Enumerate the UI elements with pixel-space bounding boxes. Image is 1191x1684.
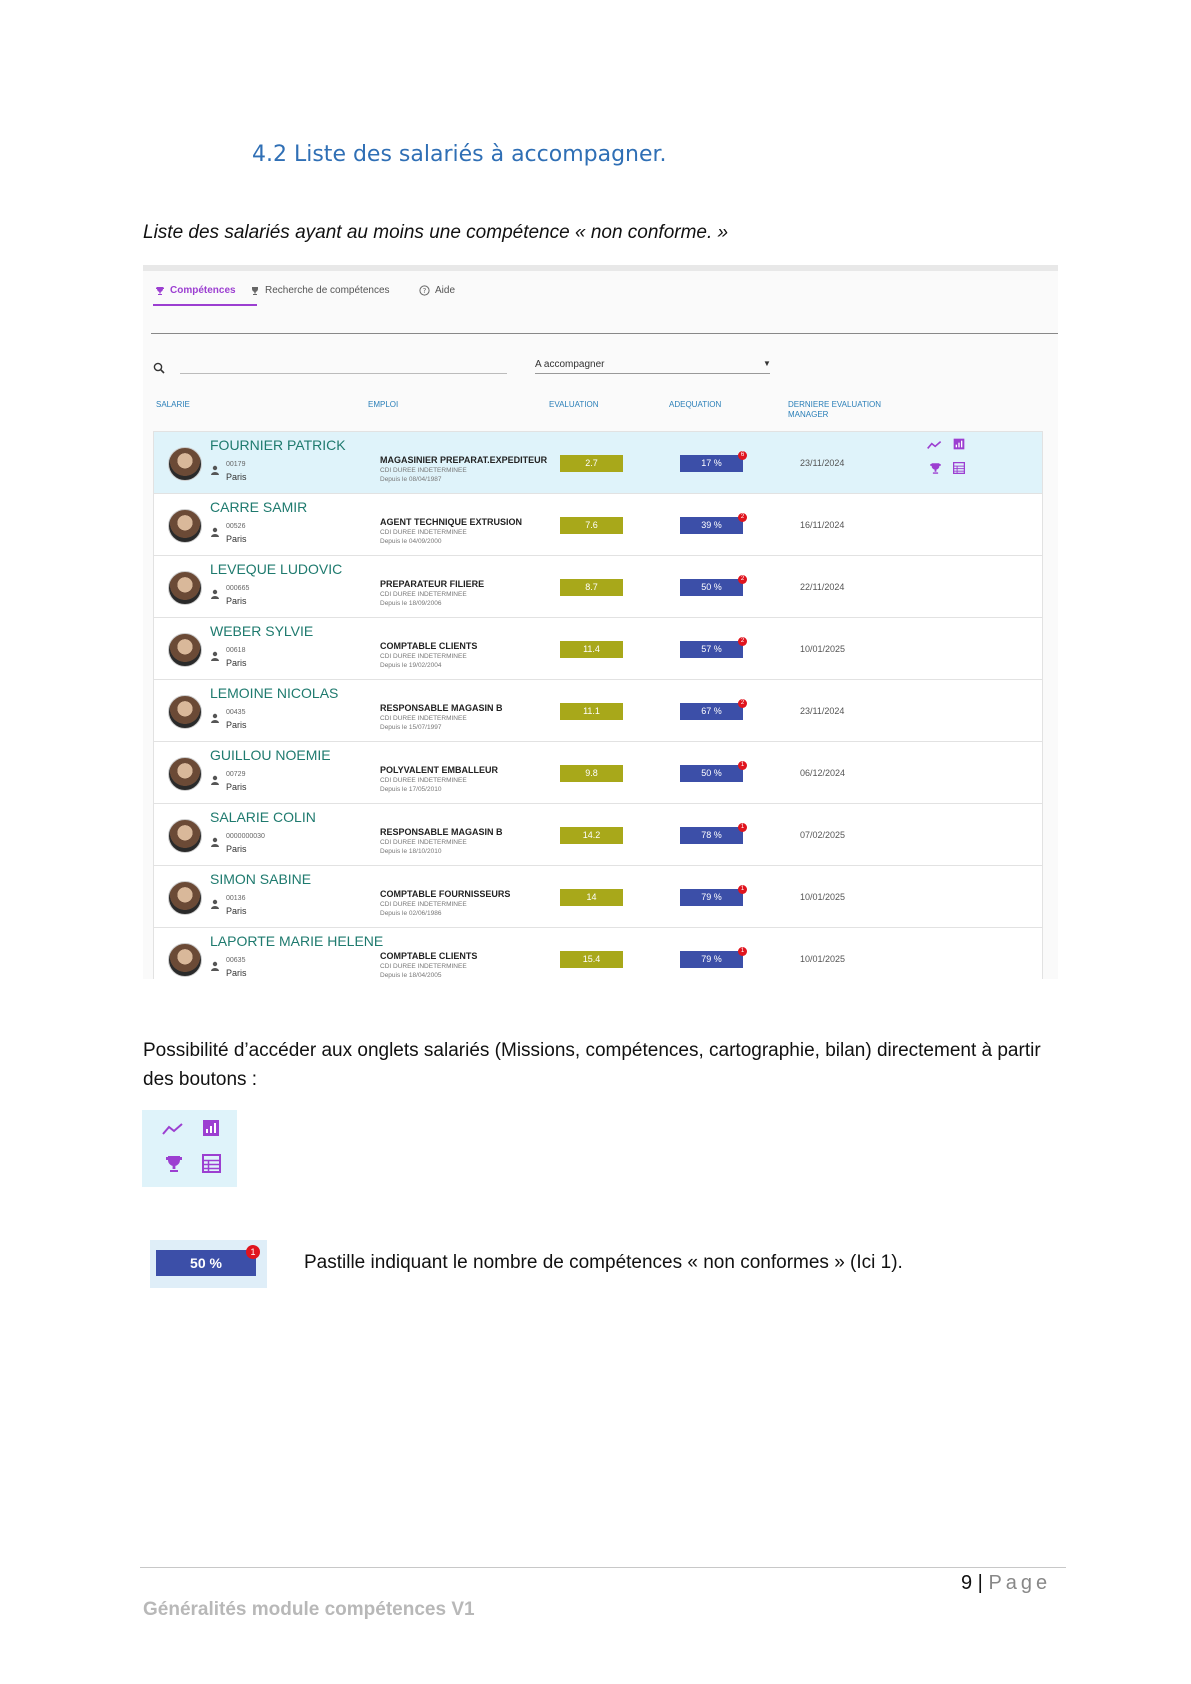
person-icon bbox=[210, 651, 220, 661]
person-icon bbox=[210, 713, 220, 723]
tab-label: Compétences bbox=[170, 285, 236, 296]
avatar bbox=[168, 633, 202, 667]
employee-name[interactable]: CARRE SAMIR bbox=[210, 499, 308, 515]
non-conforme-badge: 6 bbox=[738, 451, 747, 460]
trophy-icon[interactable] bbox=[164, 1154, 184, 1174]
table-icon[interactable] bbox=[953, 462, 965, 474]
last-evaluation-date: 10/01/2025 bbox=[800, 892, 846, 902]
column-header-line: DERNIERE EVALUATION bbox=[788, 400, 882, 409]
employee-city: Paris bbox=[226, 658, 247, 668]
table-row[interactable] bbox=[153, 494, 1043, 556]
trend-line-icon[interactable] bbox=[162, 1122, 184, 1136]
tab-label: Aide bbox=[435, 285, 456, 296]
non-conforme-badge: 1 bbox=[738, 823, 747, 832]
avatar bbox=[168, 509, 202, 543]
table-row[interactable] bbox=[153, 866, 1043, 928]
search-icon[interactable] bbox=[153, 362, 165, 374]
employee-city: Paris bbox=[226, 906, 247, 916]
non-conforme-badge: 1 bbox=[738, 885, 747, 894]
evaluation-score: 14 bbox=[560, 889, 623, 906]
non-conforme-badge: 2 bbox=[738, 513, 747, 522]
active-tab-indicator bbox=[153, 304, 257, 306]
employee-city: Paris bbox=[226, 720, 247, 730]
bar-chart-icon[interactable] bbox=[202, 1119, 220, 1137]
employee-matricule: 00729 bbox=[226, 771, 246, 778]
last-evaluation-date: 10/01/2025 bbox=[800, 954, 846, 964]
evaluation-score: 2.7 bbox=[560, 455, 623, 472]
employee-contract: CDI DUREE INDETERMINEE bbox=[380, 839, 467, 846]
employee-city: Paris bbox=[226, 472, 247, 482]
employee-contract: CDI DUREE INDETERMINEE bbox=[380, 653, 467, 660]
avatar bbox=[168, 571, 202, 605]
last-evaluation-date: 07/02/2025 bbox=[800, 830, 846, 840]
avatar bbox=[168, 695, 202, 729]
employee-contract: CDI DUREE INDETERMINEE bbox=[380, 901, 467, 908]
column-header-salarie[interactable]: SALARIE bbox=[156, 400, 190, 409]
footer-title: Généralités module compétences V1 bbox=[143, 1599, 475, 1620]
employee-job: PREPARATEUR FILIERE bbox=[380, 579, 485, 589]
evaluation-score: 7.6 bbox=[560, 517, 623, 534]
non-conforme-badge: 1 bbox=[246, 1245, 260, 1259]
employee-matricule: 00618 bbox=[226, 647, 246, 654]
action-buttons-demo bbox=[142, 1110, 237, 1187]
trophy-icon bbox=[250, 286, 260, 296]
row-action-buttons bbox=[927, 438, 975, 488]
employee-job: RESPONSABLE MAGASIN B bbox=[380, 827, 503, 837]
page-number: 9 | Page bbox=[961, 1572, 1052, 1594]
tab-aide[interactable] bbox=[419, 285, 455, 296]
non-conforme-badge: 2 bbox=[738, 699, 747, 708]
table-row[interactable] bbox=[153, 680, 1043, 742]
employee-matricule: 0000000030 bbox=[226, 833, 265, 840]
dropdown-arrow-icon[interactable]: ▼ bbox=[763, 359, 771, 368]
adequation-bar: 78 % bbox=[680, 827, 743, 844]
avatar bbox=[168, 757, 202, 791]
employee-since: Depuis le 04/09/2000 bbox=[380, 538, 442, 545]
employee-since: Depuis le 08/04/1987 bbox=[380, 476, 442, 483]
person-icon bbox=[210, 837, 220, 847]
tab-competences[interactable] bbox=[155, 285, 236, 296]
employee-job: MAGASINIER PREPARAT.EXPEDITEUR bbox=[380, 455, 548, 465]
evaluation-score: 11.1 bbox=[560, 703, 623, 720]
person-icon bbox=[210, 961, 220, 971]
employee-city: Paris bbox=[226, 782, 247, 792]
tab-label: Recherche de compétences bbox=[265, 285, 390, 296]
employee-job: AGENT TECHNIQUE EXTRUSION bbox=[380, 517, 523, 527]
employee-city: Paris bbox=[226, 534, 247, 544]
adequation-bar: 57 % bbox=[680, 641, 743, 658]
filter-underline bbox=[535, 373, 770, 374]
table-icon[interactable] bbox=[202, 1154, 221, 1173]
adequation-bar: 50 % bbox=[680, 579, 743, 596]
last-evaluation-date: 06/12/2024 bbox=[800, 768, 846, 778]
employee-job: COMPTABLE FOURNISSEURS bbox=[380, 889, 511, 899]
column-header-emploi[interactable]: EMPLOI bbox=[368, 400, 399, 409]
employee-name[interactable]: LEVEQUE LUDOVIC bbox=[210, 561, 343, 577]
column-header-line: MANAGER bbox=[788, 410, 829, 419]
employee-name[interactable]: WEBER SYLVIE bbox=[210, 623, 314, 639]
employee-job: POLYVALENT EMBALLEUR bbox=[380, 765, 499, 775]
bar-chart-icon[interactable] bbox=[953, 438, 965, 450]
employee-name[interactable]: GUILLOU NOEMIE bbox=[210, 747, 331, 763]
badge-demo bbox=[150, 1240, 267, 1288]
table-row[interactable] bbox=[153, 804, 1043, 866]
employee-since: Depuis le 18/10/2010 bbox=[380, 848, 442, 855]
employee-contract: CDI DUREE INDETERMINEE bbox=[380, 715, 467, 722]
employee-since: Depuis le 18/04/2005 bbox=[380, 972, 442, 979]
trend-line-icon[interactable] bbox=[927, 440, 942, 450]
employee-contract: CDI DUREE INDETERMINEE bbox=[380, 467, 467, 474]
employee-since: Depuis le 15/07/1997 bbox=[380, 724, 442, 731]
employee-name[interactable]: LEMOINE NICOLAS bbox=[210, 685, 339, 701]
last-evaluation-date: 23/11/2024 bbox=[800, 458, 845, 468]
last-evaluation-date: 16/11/2024 bbox=[800, 520, 845, 530]
table-row[interactable] bbox=[153, 431, 1043, 494]
column-header-derniere-evaluation[interactable] bbox=[788, 400, 881, 420]
employee-contract: CDI DUREE INDETERMINEE bbox=[380, 963, 467, 970]
employee-city: Paris bbox=[226, 844, 247, 854]
employee-matricule: 00136 bbox=[226, 895, 246, 902]
employee-since: Depuis le 17/05/2010 bbox=[380, 786, 442, 793]
app-screenshot bbox=[143, 265, 1058, 979]
badge-explanation: Pastille indiquant le nombre de compétences « non conformes » (Ici 1). bbox=[304, 1252, 903, 1273]
employee-list bbox=[153, 431, 1043, 979]
table-row[interactable] bbox=[153, 928, 1043, 979]
last-evaluation-date: 10/01/2025 bbox=[800, 644, 846, 654]
svg-text:?: ? bbox=[422, 287, 427, 295]
employee-contract: CDI DUREE INDETERMINEE bbox=[380, 529, 467, 536]
employee-job: COMPTABLE CLIENTS bbox=[380, 641, 478, 651]
tab-bar bbox=[143, 271, 1058, 311]
last-evaluation-date: 23/11/2024 bbox=[800, 706, 845, 716]
adequation-bar: 79 % bbox=[680, 889, 743, 906]
non-conforme-badge: 2 bbox=[738, 637, 747, 646]
employee-matricule: 00526 bbox=[226, 523, 246, 530]
footer-divider bbox=[140, 1567, 1066, 1568]
person-icon bbox=[210, 465, 220, 475]
avatar bbox=[168, 943, 202, 977]
adequation-bar: 39 % bbox=[680, 517, 743, 534]
evaluation-score: 8.7 bbox=[560, 579, 623, 596]
table-row[interactable] bbox=[153, 742, 1043, 804]
avatar bbox=[168, 819, 202, 853]
evaluation-score: 14.2 bbox=[560, 827, 623, 844]
employee-city: Paris bbox=[226, 596, 247, 606]
trophy-icon[interactable] bbox=[929, 462, 942, 475]
person-icon bbox=[210, 775, 220, 785]
employee-city: Paris bbox=[226, 968, 247, 978]
non-conforme-badge: 1 bbox=[738, 947, 747, 956]
employee-since: Depuis le 18/09/2006 bbox=[380, 600, 442, 607]
employee-since: Depuis le 02/06/1986 bbox=[380, 910, 442, 917]
employee-matricule: 00435 bbox=[226, 709, 246, 716]
non-conforme-badge: 1 bbox=[738, 761, 747, 770]
intro-text: Liste des salariés ayant au moins une compétence « non conforme. » bbox=[143, 222, 729, 243]
employee-name[interactable]: SIMON SABINE bbox=[210, 871, 312, 887]
employee-contract: CDI DUREE INDETERMINEE bbox=[380, 591, 467, 598]
last-evaluation-date: 22/11/2024 bbox=[800, 582, 845, 592]
employee-matricule: 00179 bbox=[226, 461, 246, 468]
person-icon bbox=[210, 527, 220, 537]
avatar bbox=[168, 447, 202, 481]
page-label: Page bbox=[988, 1572, 1052, 1594]
avatar bbox=[168, 881, 202, 915]
employee-job: RESPONSABLE MAGASIN B bbox=[380, 703, 503, 713]
employee-matricule: 00635 bbox=[226, 957, 246, 964]
employee-name[interactable]: FOURNIER PATRICK bbox=[210, 437, 346, 453]
body-paragraph: Possibilité d’accéder aux onglets salariés (Missions, compétences, cartographie, bilan) directement à partir des boutons : bbox=[143, 1040, 1041, 1090]
evaluation-score: 15.4 bbox=[560, 951, 623, 968]
table-row[interactable] bbox=[153, 556, 1043, 618]
non-conforme-badge: 2 bbox=[738, 575, 747, 584]
employee-name[interactable]: SALARIE COLIN bbox=[210, 809, 316, 825]
column-header-evaluation[interactable]: EVALUATION bbox=[549, 400, 599, 409]
adequation-bar: 17 % bbox=[680, 455, 743, 472]
employee-job: COMPTABLE CLIENTS bbox=[380, 951, 478, 961]
tab-recherche[interactable] bbox=[250, 285, 390, 296]
adequation-bar: 50 % bbox=[680, 765, 743, 782]
filter-select[interactable]: A accompagner bbox=[535, 359, 605, 370]
person-icon bbox=[210, 899, 220, 909]
person-icon bbox=[210, 589, 220, 599]
trophy-icon bbox=[155, 286, 165, 296]
employee-matricule: 000665 bbox=[226, 585, 250, 592]
table-row[interactable] bbox=[153, 618, 1043, 680]
help-circle-icon bbox=[419, 285, 430, 296]
employee-name[interactable]: LAPORTE MARIE HELENE bbox=[210, 933, 384, 949]
employee-contract: CDI DUREE INDETERMINEE bbox=[380, 777, 467, 784]
evaluation-score: 11.4 bbox=[560, 641, 623, 658]
section-heading: 4.2 Liste des salariés à accompagner. bbox=[252, 142, 667, 167]
search-row bbox=[143, 349, 1058, 379]
adequation-bar: 79 % bbox=[680, 951, 743, 968]
adequation-bar: 50 % bbox=[156, 1250, 256, 1276]
search-underline bbox=[180, 373, 507, 374]
adequation-bar: 67 % bbox=[680, 703, 743, 720]
column-header-adequation[interactable]: ADEQUATION bbox=[669, 400, 722, 409]
evaluation-score: 9.8 bbox=[560, 765, 623, 782]
page-number-value: 9 bbox=[961, 1572, 973, 1594]
employee-since: Depuis le 19/02/2004 bbox=[380, 662, 442, 669]
divider bbox=[151, 333, 1058, 334]
